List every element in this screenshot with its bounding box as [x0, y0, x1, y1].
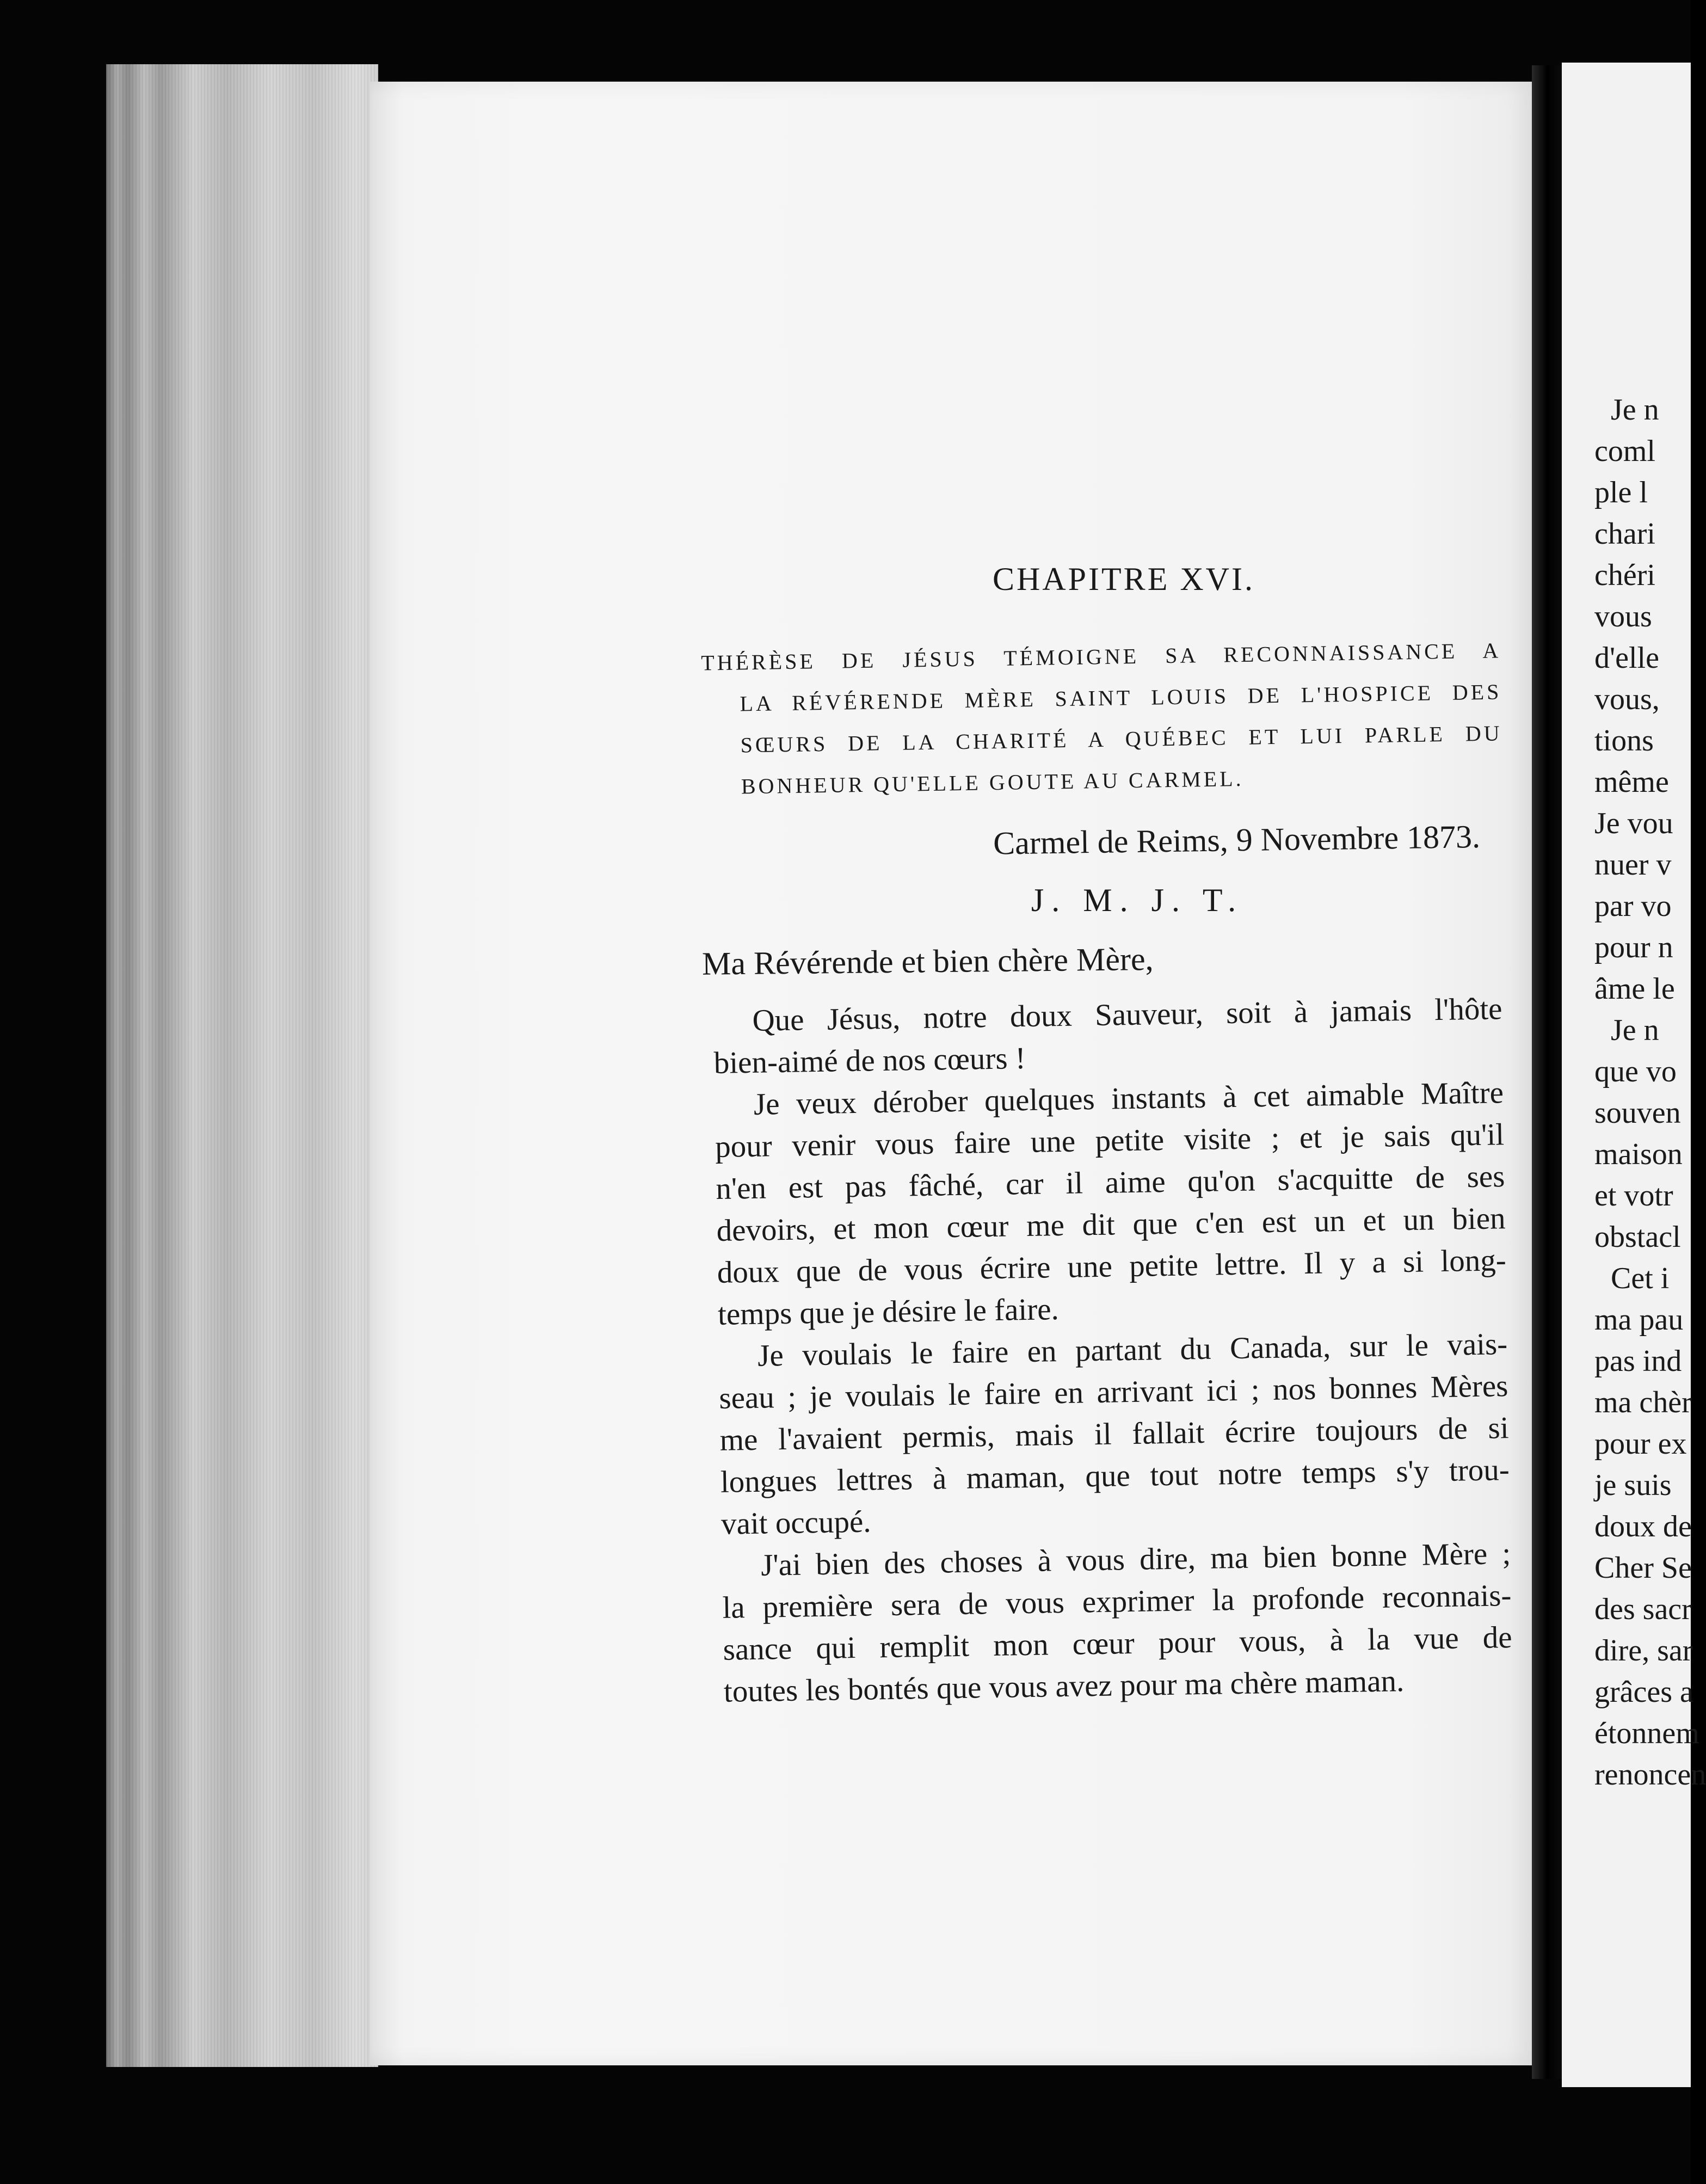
facing-page-line: Je vou — [1594, 807, 1673, 840]
facing-page-line: vous — [1594, 600, 1652, 633]
facing-page — [1562, 63, 1706, 2087]
facing-page-line: doux de — [1594, 1510, 1692, 1543]
facing-page-line: renoncen — [1594, 1758, 1706, 1792]
letter-line: Que Jésus, notre doux Sauveur, soit à jamais l'hôte — [752, 992, 1502, 1038]
facing-page-line: souven — [1594, 1096, 1681, 1130]
letter-line: Je veux dérober quelques instants à cet aimable Maître — [753, 1075, 1504, 1122]
letter-dateline: Carmel de Reims, 9 Novembre 1873. — [993, 819, 1481, 862]
letter-line: temps que je désire le faire. — [717, 1292, 1060, 1332]
chapter-summary-line: BONHEUR QU'ELLE GOUTE AU CARMEL. — [741, 766, 1244, 799]
chapter-content — [700, 561, 1513, 1713]
book-page-edges — [106, 64, 378, 2067]
letter-line: sance qui remplit mon cœur pour vous, à la vue de — [723, 1620, 1513, 1667]
chapter-title: CHAPITRE XVI. — [993, 561, 1255, 597]
facing-page-line: ma pau — [1594, 1303, 1684, 1337]
letter-line: doux que de vous écrire une petite lettre. Il y a si long- — [717, 1243, 1507, 1290]
facing-page-line: tions — [1594, 724, 1654, 758]
letter-line: pour venir vous faire une petite visite ; et je sais qu'il — [715, 1117, 1505, 1164]
letter-body — [713, 988, 1513, 1713]
facing-page-line: je suis — [1594, 1468, 1672, 1502]
facing-page-line: pour ex — [1594, 1427, 1687, 1461]
facing-page-line: Cher Se — [1594, 1551, 1692, 1585]
facing-page-line: ma chèr — [1594, 1386, 1692, 1419]
letter-line: la première sera de vous exprimer la profonde reconnais- — [722, 1578, 1512, 1625]
chapter-summary — [701, 630, 1504, 808]
facing-page-line: maison — [1594, 1137, 1683, 1171]
facing-page-line: étonnem — [1594, 1717, 1699, 1750]
letter-line: devoirs, et mon cœur me dit que c'en est un et un bien — [716, 1201, 1506, 1248]
facing-page-line: dire, sar — [1594, 1634, 1693, 1668]
facing-page-line: et votr — [1594, 1179, 1673, 1213]
facing-page-line: chéri — [1594, 558, 1655, 592]
facing-page-line: que vo — [1594, 1055, 1677, 1088]
facing-page-line: des sacr — [1594, 1592, 1692, 1626]
letter-line: n'en est pas fâché, car il aime qu'on s'acquitte de ses — [715, 1159, 1505, 1206]
letter-line: me l'avaient permis, mais il fallait écrire toujours de si — [719, 1411, 1510, 1457]
chapter-summary-line: LA RÉVÉRENDE MÈRE SAINT LOUIS DE L'HOSPICE DES — [740, 679, 1502, 716]
chapter-summary-line: THÉRÈSE DE JÉSUS TÉMOIGNE SA RECONNAISSANCE A — [700, 638, 1501, 675]
chapter-summary-line: SŒURS DE LA CHARITÉ A QUÉBEC ET LUI PARLE DU — [740, 721, 1502, 758]
facing-page-line: pas ind — [1594, 1344, 1682, 1378]
facing-page-line: Cet i — [1611, 1262, 1670, 1295]
facing-page-line: obstacl — [1594, 1220, 1681, 1254]
facing-page-line: âme le — [1594, 972, 1675, 1006]
letter-line: Je voulais le faire en partant du Canada, sur le vais- — [757, 1327, 1508, 1373]
facing-page-line: Je n — [1611, 393, 1659, 427]
facing-page-line: Je n — [1611, 1013, 1659, 1047]
facing-page-text — [1594, 389, 1706, 1795]
letter-line: J'ai bien des choses à vous dire, ma bien bonne Mère ; — [760, 1536, 1511, 1583]
facing-page-line: grâces a — [1594, 1675, 1693, 1709]
letter-line: vait occupé. — [720, 1504, 871, 1541]
facing-page-line: ple l — [1594, 476, 1648, 509]
letter-line: bien-aimé de nos cœurs ! — [713, 1041, 1026, 1080]
letter-line: seau ; je voulais le faire en arrivant ici ; nos bonnes Mères — [718, 1369, 1508, 1416]
facing-page-line: vous, — [1594, 682, 1660, 716]
facing-page-line: pour n — [1594, 931, 1673, 964]
facing-page-line: même — [1594, 765, 1669, 799]
facing-page-line: chari — [1594, 517, 1655, 551]
letter-line: longues lettres à maman, que tout notre temps s'y trou- — [720, 1453, 1510, 1499]
letter-line: toutes les bontés que vous avez pour ma chère maman. — [723, 1664, 1405, 1709]
facing-page-line: par vo — [1594, 889, 1672, 923]
facing-page-line: nuer v — [1594, 848, 1672, 882]
facing-page-line: coml — [1594, 434, 1655, 468]
facing-page-line: d'elle — [1594, 641, 1659, 675]
letter-salutation: Ma Révérende et bien chère Mère, — [701, 941, 1154, 982]
letter-monogram: J. M. J. T. — [1031, 882, 1244, 918]
